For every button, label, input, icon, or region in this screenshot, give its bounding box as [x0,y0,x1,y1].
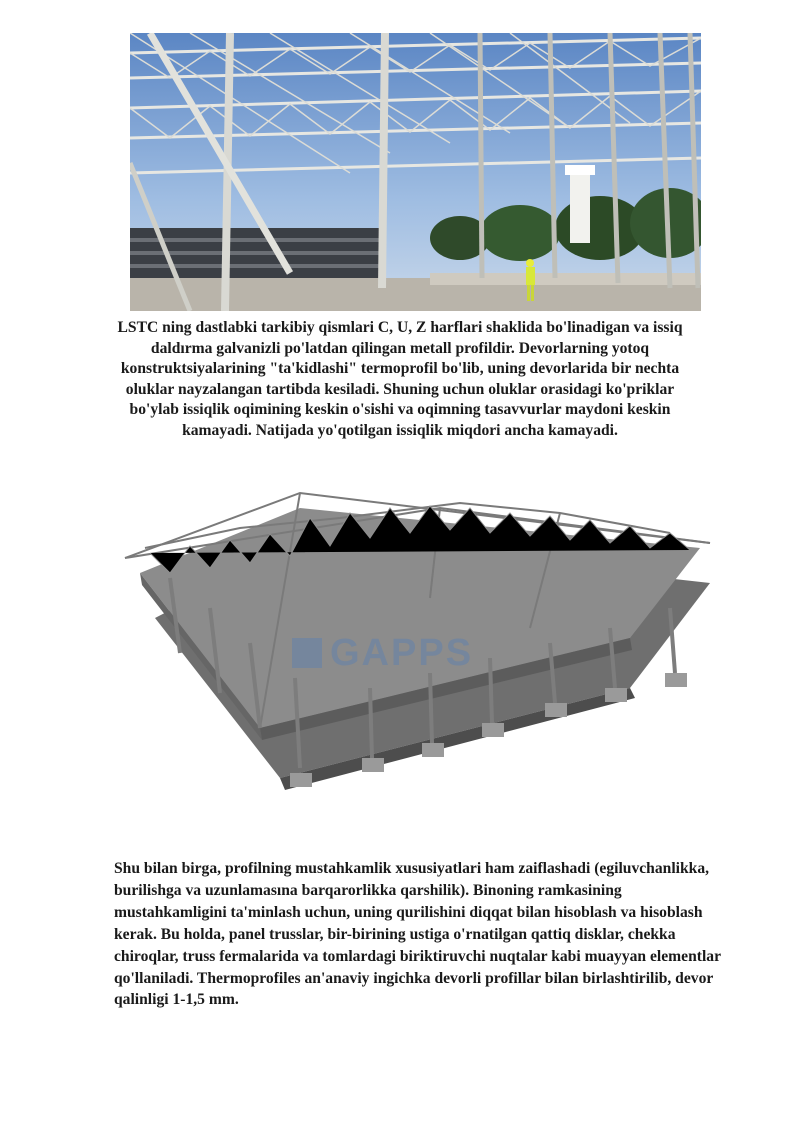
watermark-logo [292,632,473,675]
body-paragraph: Shu bilan birga, profilning mustahkamlik xususiyatlari ham zaiflashadi (egiluvchanlikka, burilishga va uzunlamasına barqarorlikka qarshilik). Binoning ramkasining mustahkamligini ta'minlash uchun, uning qurilishini diqqat bilan hisoblash va hisoblash kerak. Bu holda, panel trusslar, bir-birining ustiga o'rnatilgan qattiq disklar, chekka chiroqlar, truss fermalarida va tomlardagi biriktiruvchi nuqtalar kabi muayyan elementlar qo'llaniladi. Thermoprofiles an'anaviy ingichka devorli profillar bilan birlashtirilib, devor qalinligi 1-1,5 mm. [114,860,721,1009]
watermark-text: GAPPS [330,632,474,674]
steel-frame-photo [130,33,701,311]
photo-caption: LSTC ning dastlabki tarkibiy qismlari C, U, Z harflari shaklida bo'linadigan va issiq daldırma galvanizli po'latdan qilingan metall profildir. Devorlarning yotoq konstruktsiyalarining "ta'kidlashi" termoprofil bo'lib, uning devorlarida bir nechta oluklar nayzalangan tartibda kesiladi. Shuning uchun oluklar orasidagi ko'priklar bo'ylab issiqlik oqimining keskin o'sishi va oqimning tasavvurlar maydoni keskin kamayadi. Natijada yo'qotilgan issiqlik miqdori ancha kamayadi. [117,319,683,439]
watermark-mark-icon [292,638,322,668]
